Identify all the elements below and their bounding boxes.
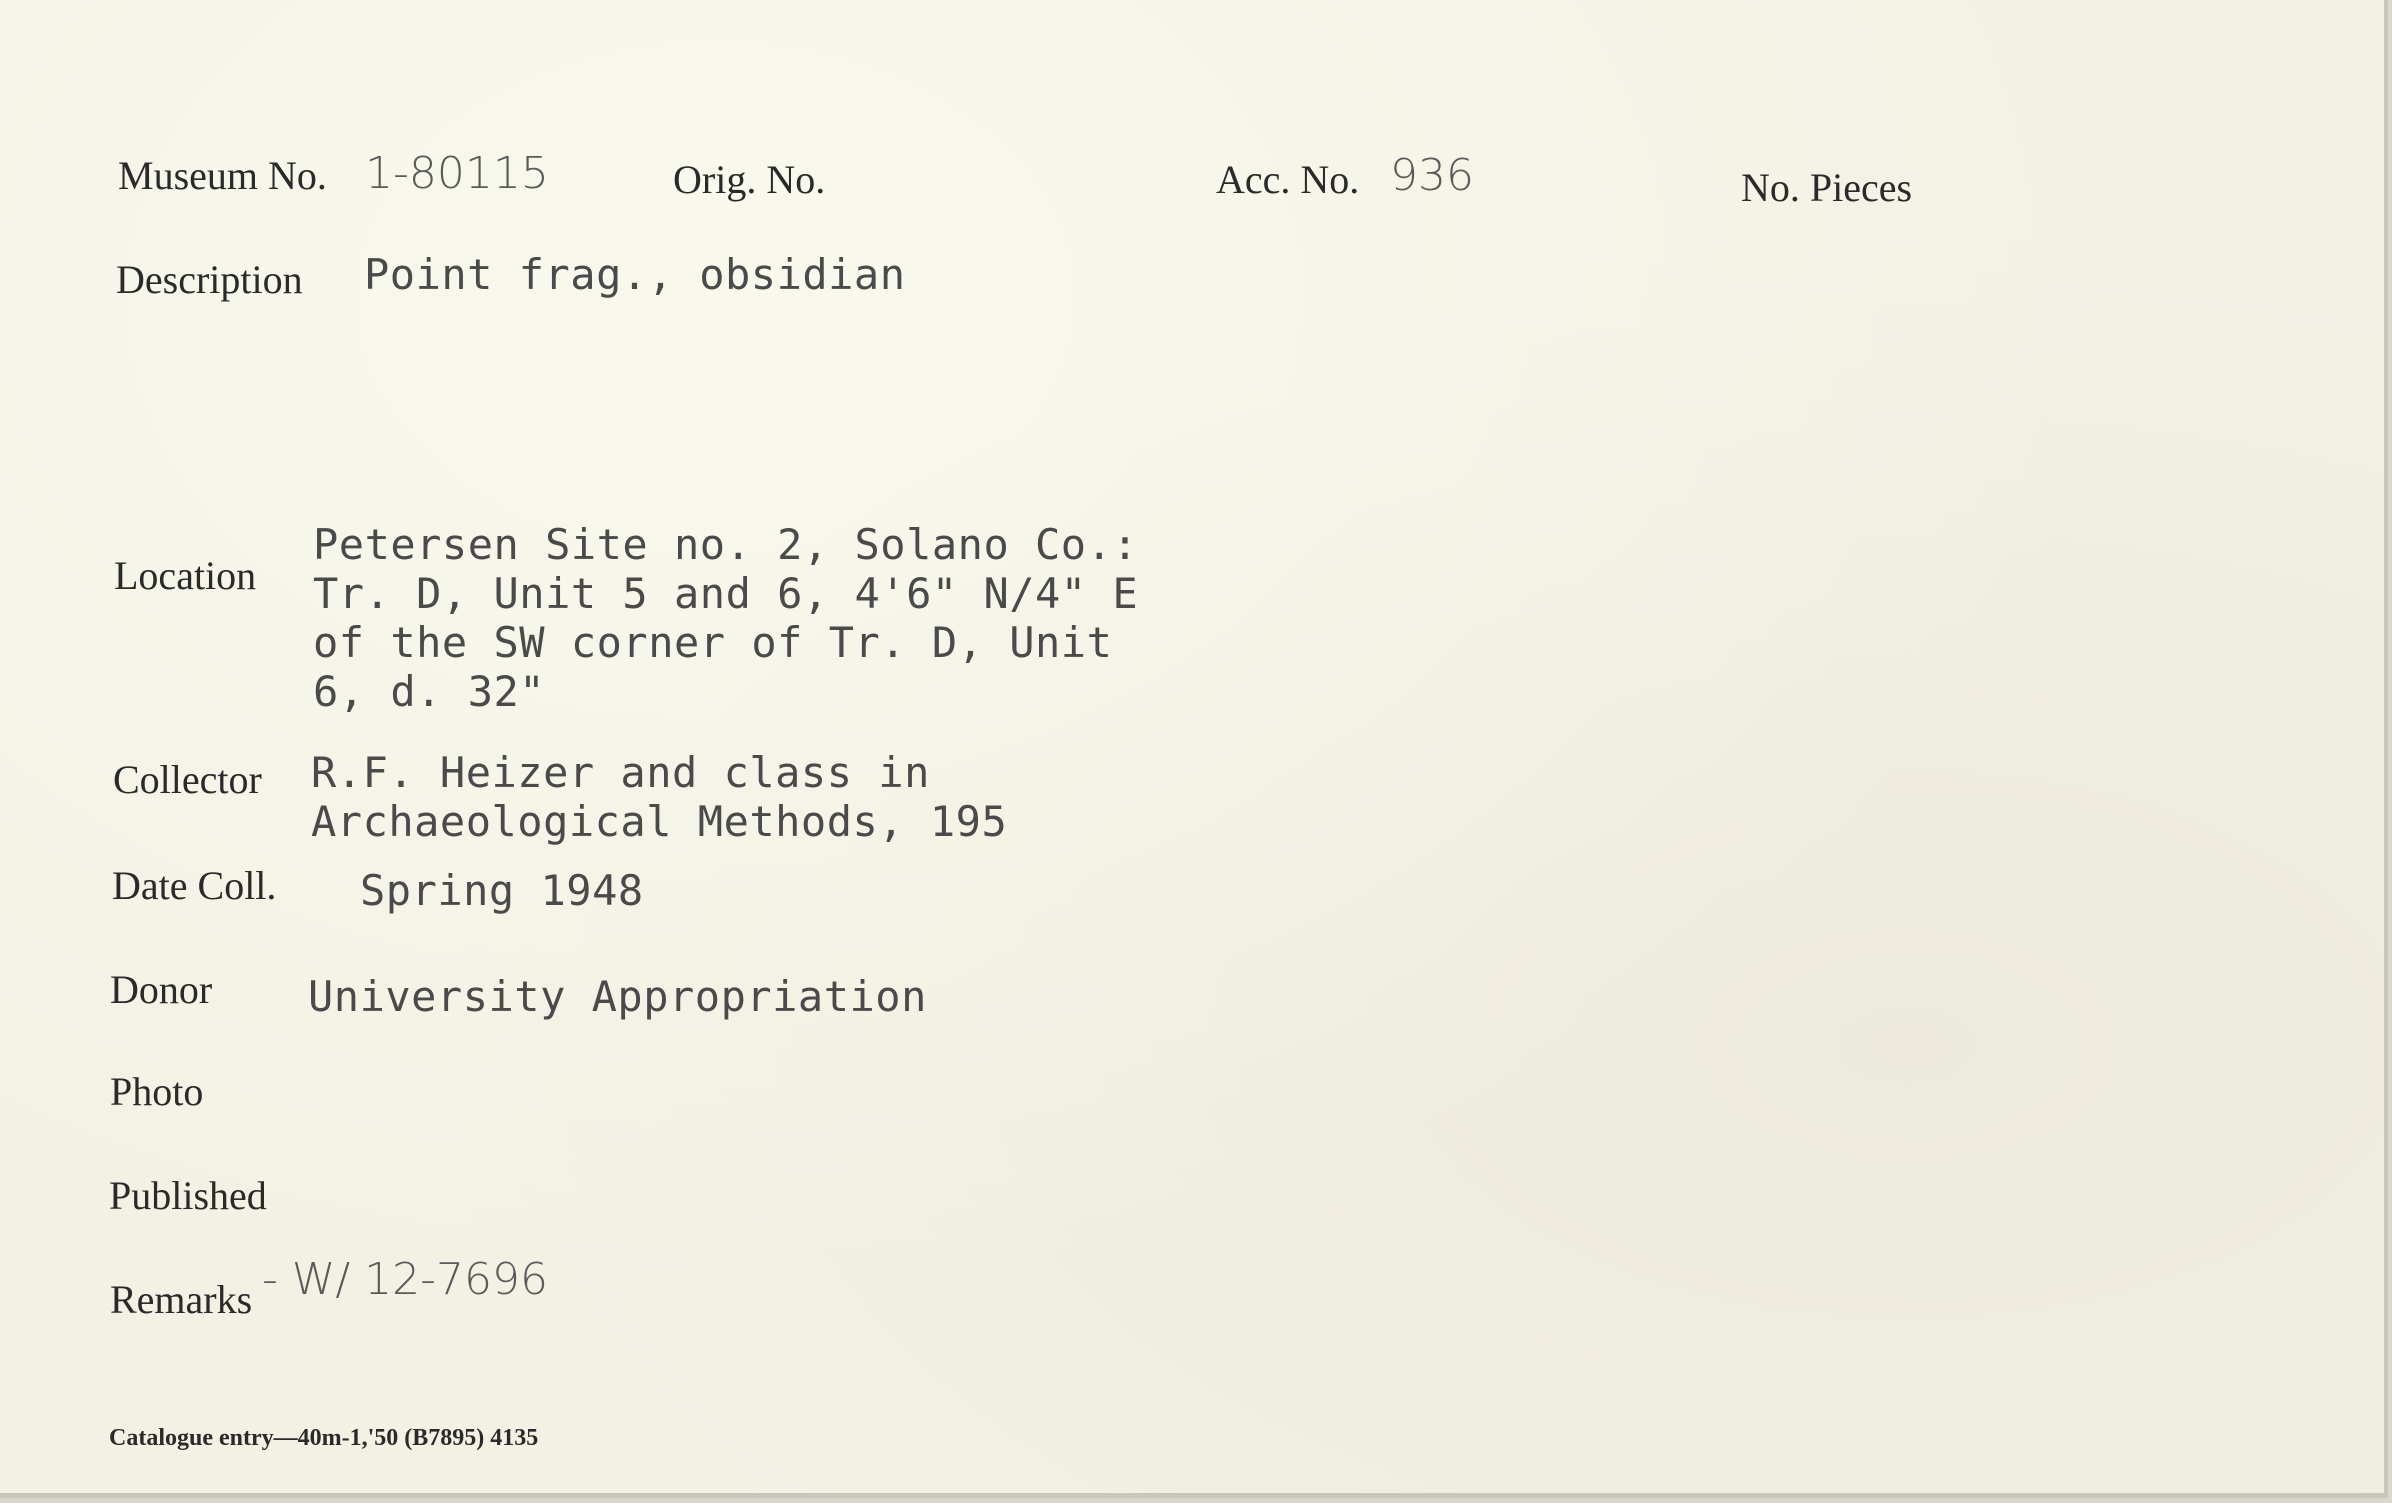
donor-label: Donor <box>110 967 213 1012</box>
orig-no-label: Orig. No. <box>673 157 826 202</box>
museum-no-label: Museum No. <box>118 153 327 198</box>
date-coll-value: Spring 1948 <box>360 866 644 915</box>
location-label: Location <box>114 553 257 598</box>
remarks-value: - W/ 12-7696 <box>262 1254 549 1305</box>
published-label: Published <box>109 1173 267 1218</box>
donor-value: University Appropriation <box>308 972 927 1021</box>
acc-no-label: Acc. No. <box>1216 157 1360 202</box>
collector-label: Collector <box>113 757 262 802</box>
description-value: Point frag., obsidian <box>364 250 906 299</box>
description-label: Description <box>116 257 303 302</box>
location-value <box>313 520 1138 716</box>
acc-no-value: 936 <box>1390 150 1474 201</box>
location-line: Tr. D, Unit 5 and 6, 4'6" N/4" E <box>313 569 1139 618</box>
photo-label: Photo <box>110 1069 204 1114</box>
catalogue-footer: Catalogue entry—40m-1,'50 (B7895) 4135 <box>109 1425 539 1451</box>
collector-value <box>311 748 1007 846</box>
date-coll-label: Date Coll. <box>112 863 277 908</box>
location-line: of the SW corner of Tr. D, Unit <box>313 618 1113 667</box>
collector-line: R.F. Heizer and class in <box>311 748 930 797</box>
remarks-label: Remarks <box>110 1277 253 1322</box>
collector-line: Archaeological Methods, 195 <box>311 797 1008 846</box>
location-line: 6, d. 32" <box>313 667 546 716</box>
location-line: Petersen Site no. 2, Solano Co.: <box>313 520 1139 569</box>
no-pieces-label: No. Pieces <box>1741 165 1913 210</box>
museum-no-value: 1-80115 <box>365 148 549 199</box>
